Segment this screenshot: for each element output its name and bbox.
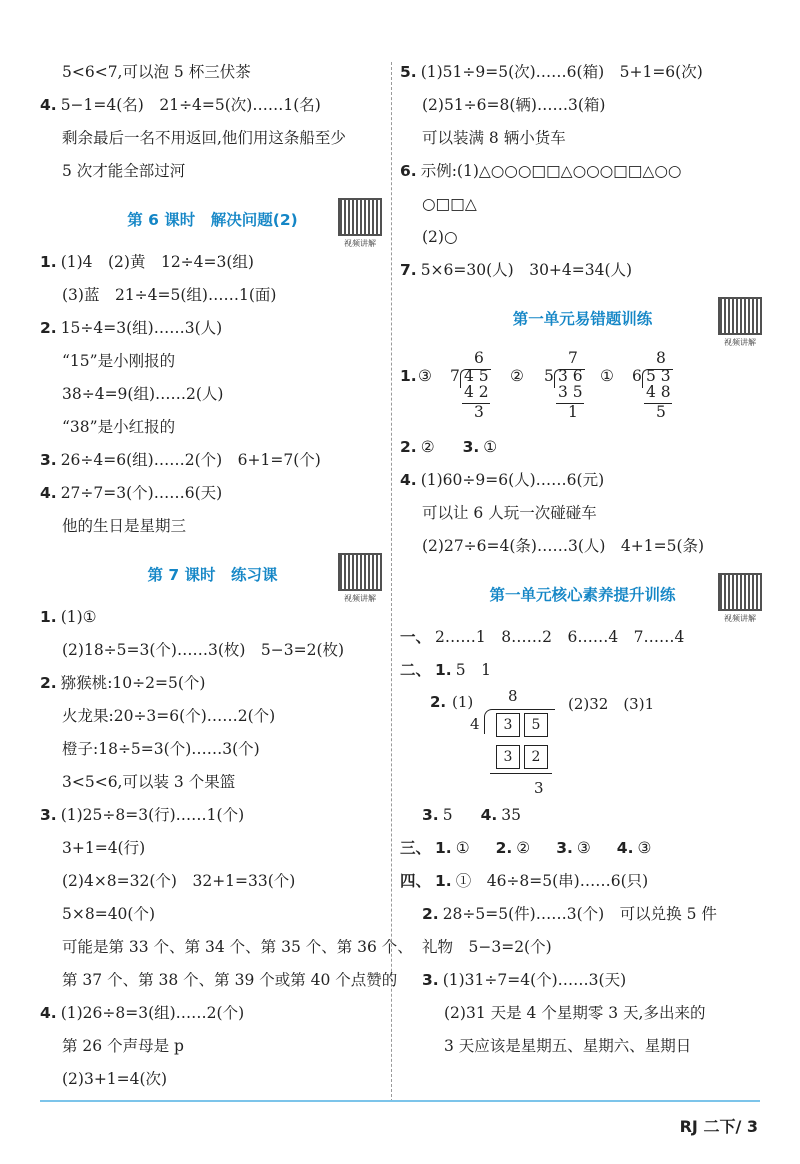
- answer-3: 3. (1)31÷7=4(个)……3(天): [422, 971, 627, 989]
- text-line: (2)4×8=32(个) 32+1=33(个): [62, 872, 296, 890]
- text-line: 第 26 个声母是 p: [62, 1037, 184, 1055]
- text-line: 5<6<7,可以泡 5 杯三伏茶: [62, 63, 251, 81]
- qr-code[interactable]: 视频讲解: [715, 297, 765, 349]
- long-division-answers: 1. ③ 6 7 4 5 4 2 3 ② 7 5 3 6 3 5 1 ① 8 6 5 3 4 8 5: [400, 351, 765, 431]
- text-line: 他的生日是星期三: [62, 517, 187, 535]
- section-title: 第 6 课时 解决问题(2): [127, 211, 298, 229]
- answer-4: 4. (1)26÷8=3(组)……2(个): [40, 1004, 245, 1022]
- text-line: 火龙果:20÷3=6(个)……2(个): [62, 707, 276, 725]
- footer-rule: [40, 1100, 760, 1102]
- answer-2-3: 2. ② 3. ①: [400, 438, 498, 456]
- answer-3: 3. 26÷4=6(组)……2(个) 6+1=7(个): [40, 451, 321, 469]
- section-core-training: [400, 573, 765, 621]
- text-line: ○□□△: [422, 195, 477, 213]
- long-division: 7 5 3 6 3 5 1: [544, 351, 614, 431]
- answer-4: 4. 27÷7=3(个)……6(天): [40, 484, 223, 502]
- right-column: [400, 62, 765, 1069]
- text-line: (2)27÷6=4(条)……3(人) 4+1=5(条): [422, 537, 705, 555]
- part-4: 四、 1. ① 46÷8=5(串)……6(只): [400, 872, 649, 890]
- text-line: 可以装满 8 辆小货车: [422, 129, 566, 147]
- text-line: (2)31 天是 4 个星期零 3 天,多出来的: [444, 1004, 706, 1022]
- long-division: 6 7 4 5 4 2 3: [450, 351, 520, 431]
- section-title: 第一单元易错题训练: [512, 310, 653, 328]
- qr-code[interactable]: 视频讲解: [715, 573, 765, 625]
- part-2: 二、 1. 5 1: [400, 661, 491, 679]
- text-line: “15”是小刚报的: [62, 352, 176, 370]
- box-division-answer: 2. (1) 8 4 3 5 3 2 3 (2)32 (3)1: [430, 687, 655, 797]
- answer-3-4: 3. 5 4. 35: [422, 806, 521, 824]
- text-line: 橙子:18÷5=3(个)……3(个): [62, 740, 260, 758]
- question-4: 4. 5−1=4(名) 21÷4=5(次)……1(名): [40, 96, 321, 114]
- text-line: 可以让 6 人玩一次碰碰车: [422, 504, 597, 522]
- page-number: RJ 二下/ 3: [679, 1117, 758, 1136]
- answer-4: 4. (1)60÷9=6(人)……6(元): [400, 471, 605, 489]
- text-line: 剩余最后一名不用返回,他们用这条船至少: [62, 129, 346, 147]
- text-line: (2)18÷5=3(个)……3(枚) 5−3=2(枚): [62, 641, 345, 659]
- text-line: 5 次才能全部过河: [62, 162, 186, 180]
- section-lesson-7: [40, 553, 385, 601]
- text-line: 3<5<6,可以装 3 个果篮: [62, 773, 236, 791]
- section-title: 第一单元核心素养提升训练: [489, 586, 676, 604]
- text-line: 3+1=4(行): [62, 839, 146, 857]
- text-line: 第 37 个、第 38 个、第 39 个或第 40 个点赞的: [62, 971, 398, 989]
- text-line: 3 天应该是星期五、星期六、星期日: [444, 1037, 692, 1055]
- text-line: (3)蓝 21÷4=5(组)……1(面): [62, 286, 277, 304]
- part-1: 一、 2……1 8……2 6……4 7……4: [400, 628, 685, 646]
- question-number: 4.: [40, 96, 57, 114]
- answer-2: 2. 猕猴桃:10÷2=5(个): [40, 674, 206, 692]
- left-column: [40, 62, 413, 1102]
- qr-code[interactable]: 视频讲解: [335, 553, 385, 605]
- section-title: 第 7 课时 练习课: [147, 566, 278, 584]
- long-division: 8 6 5 3 4 8 5: [632, 351, 702, 431]
- choice: ③: [418, 367, 432, 385]
- qr-code-icon: [718, 297, 762, 335]
- text-line: (2)3+1=4(次): [62, 1070, 168, 1088]
- qr-code[interactable]: 视频讲解: [335, 198, 385, 250]
- choice: ①: [600, 367, 614, 385]
- part-3: 三、 1. ① 2. ② 3. ③ 4. ③: [400, 839, 652, 857]
- text-line: (2)○: [422, 228, 458, 246]
- text-line: 可能是第 33 个、第 34 个、第 35 个、第 36 个、: [62, 938, 413, 956]
- qr-code-icon: [338, 198, 382, 236]
- text-line: (2)51÷6=8(辆)……3(箱): [422, 96, 606, 114]
- answer-5: 5. (1)51÷9=5(次)……6(箱) 5+1=6(次): [400, 63, 703, 81]
- text-line: 礼物 5−3=2(个): [422, 938, 552, 956]
- answer-6: 6. 示例:(1)△○○○□□△○○○□□△○○: [400, 162, 682, 180]
- choice: ②: [510, 367, 524, 385]
- qr-code-icon: [338, 553, 382, 591]
- answer-1: 1. (1)4 (2)黄 12÷4=3(组): [40, 253, 254, 271]
- text-line: 5×8=40(个): [62, 905, 156, 923]
- qr-code-icon: [718, 573, 762, 611]
- answer-7: 7. 5×6=30(人) 30+4=34(人): [400, 261, 633, 279]
- section-error-training: [400, 297, 765, 345]
- text-line: 38÷4=9(组)……2(人): [62, 385, 224, 403]
- answer-3: 3. (1)25÷8=3(行)……1(个): [40, 806, 245, 824]
- section-lesson-6: [40, 198, 385, 246]
- answer-1: 1. (1)①: [40, 608, 97, 626]
- answer-2: 2. 28÷5=5(件)……3(个) 可以兑换 5 件: [422, 905, 717, 923]
- answer-2: 2. 15÷4=3(组)……3(人): [40, 319, 223, 337]
- text-line: “38”是小红报的: [62, 418, 176, 436]
